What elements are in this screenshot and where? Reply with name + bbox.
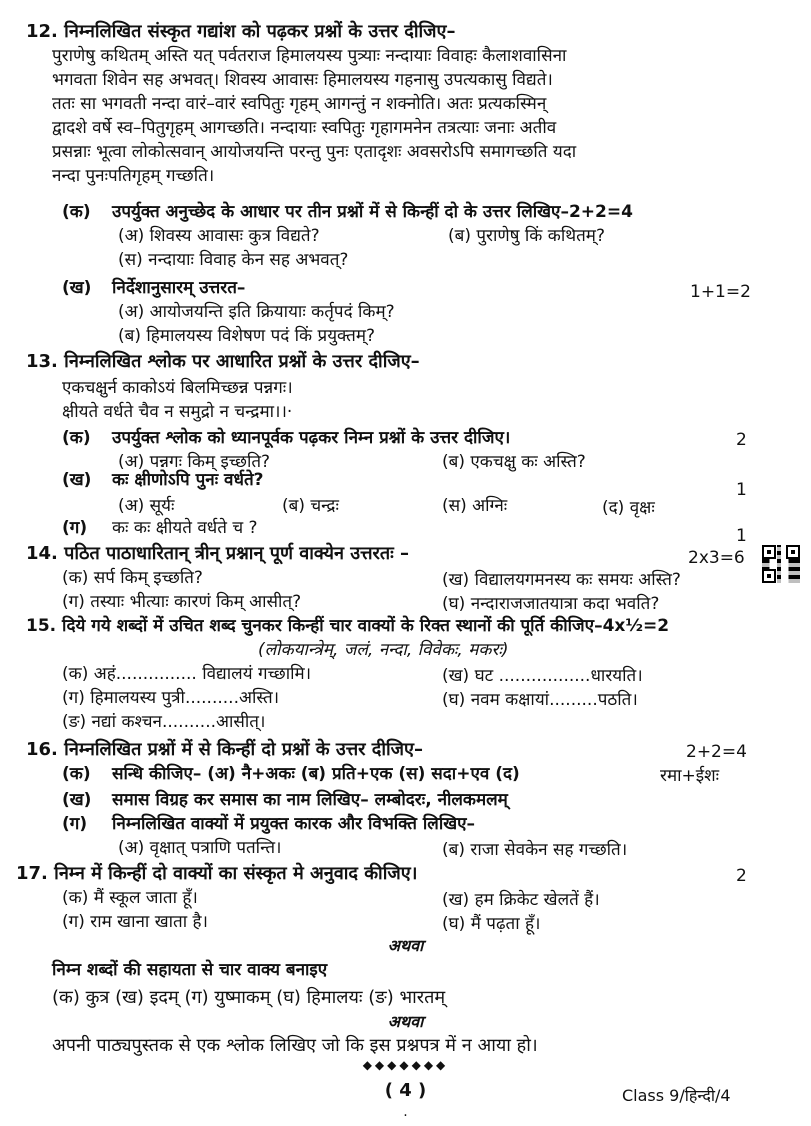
q13-ga-marks: 1 xyxy=(736,526,747,546)
q14-kha: (ख) विद्यालयगमनस्य कः समयः अस्ति? xyxy=(442,570,681,590)
q15-heading xyxy=(26,616,669,636)
q16-ka-text: सन्धि कीजिए– (अ) नै+अकः (ब) प्रति+एक (स) सदा+एव (द) xyxy=(112,764,520,784)
q13-ga-label: (ग) xyxy=(62,518,88,538)
q16-ga-b: (ब) राजा सेवकेन सह गच्छति। xyxy=(442,840,628,860)
q13-ka-marks: 2 xyxy=(736,430,747,450)
q17-ka: (क) मैं स्कूल जाता हूँ। xyxy=(62,888,198,908)
q13-option-b: (ब) चन्द्रः xyxy=(282,496,339,516)
q12-passage-line-6: नन्दा पुनःपतिगृहम् गच्छति। xyxy=(52,166,215,186)
q12-passage-line-3: ततः सा भगवती नन्दा वारं–वारं स्वपितुः गृहम् आगन्तुं न शक्नोति। अतः प्रत्यकस्मिन् xyxy=(52,94,547,114)
q13-heading xyxy=(26,352,420,372)
q13-ka-a: (अ) पन्नगः किम् इच्छति? xyxy=(118,452,271,472)
q13-kha-label: (ख) xyxy=(62,470,92,490)
q12-passage-line-2: भगवता शिवेन सह अभवत्। शिवस्य आवासः हिमालयस्य गहनासु उपत्यकासु विद्यते। xyxy=(52,70,553,90)
q17-alt2: अपनी पाठ्यपुस्तक से एक श्लोक लिखिए जो कि इस प्रश्नपत्र में न आया हो। xyxy=(52,1035,538,1056)
q13-title: निम्नलिखित श्लोक पर आधारित प्रश्नों के उत्तर दीजिए– xyxy=(64,351,420,372)
q12-ka-label: (क) xyxy=(62,202,91,222)
q13-shloka-line-1: एकचक्षुर्न काकोऽयं बिलमिच्छन्न पन्नगः। xyxy=(62,378,293,398)
q14-number: 14. xyxy=(26,543,58,564)
q15-ka: (क) अहं............... विद्यालयं गच्छामि। xyxy=(62,664,312,684)
q16-ga-a: (अ) वृक्षात् पत्राणि पतन्ति। xyxy=(118,838,282,858)
q15-ga: (ग) हिमालयस्य पुत्री..........अस्ति। xyxy=(62,688,280,708)
q12-kha-text: निर्देशानुसारम् उत्तरत– xyxy=(112,278,246,298)
footer-mark: · xyxy=(403,1108,408,1124)
q13-ka-text: उपर्युक्त श्लोक को ध्यानपूर्वक पढ़कर निम्न प्रश्नों के उत्तर दीजिए। xyxy=(112,428,511,448)
q13-number: 13. xyxy=(26,351,58,372)
q13-kha-marks: 1 xyxy=(736,480,747,500)
q12-heading xyxy=(26,22,456,42)
q12-ka-a: (अ) शिवस्य आवासः कुत्र विद्यते? xyxy=(118,226,320,246)
q14-ka: (क) सर्प किम् इच्छति? xyxy=(62,568,203,588)
q12-kha-label: (ख) xyxy=(62,278,92,298)
q17-athva-2: अथवा xyxy=(387,1012,424,1031)
q12-number: 12. xyxy=(26,21,58,42)
q14-marks: 2x3=6 xyxy=(688,548,745,568)
q13-kha-text: कः क्षीणोऽपि पुनः वर्धते? xyxy=(112,470,264,490)
q15-nga: (ङ) नद्यां कश्चन..........आसीत्। xyxy=(62,712,266,732)
q15-title: दिये गये शब्दों में उचित शब्द चुनकर किन्हीं चार वाक्यों के रिक्त स्थानों की पूर्ति कीजिए–4x½=2 xyxy=(62,616,670,636)
q12-passage-line-5: प्रसन्नाः भूत्वा लोकोत्सवान् आयोजयन्ति परन्तु पुनः एतादृशः अवसरोऽपि समागच्छति यदा xyxy=(52,142,577,162)
q13-shloka-line-2: क्षीयते वर्धते चैव न समुद्रो न चन्द्रमा।।· xyxy=(62,402,293,422)
class-code: Class 9/हिन्दी/4 xyxy=(622,1086,731,1105)
q12-passage-line-4: द्वादशे वर्षे स्व–पितुगृहम् आगच्छति। नन्दायाः स्वपितुः गृहागमनेन तत्रत्याः जनाः अतीव xyxy=(52,118,557,138)
q16-marks: 2+2=4 xyxy=(686,742,747,762)
page-number: ( 4 ) xyxy=(384,1080,427,1101)
q17-alt-title: निम्न शब्दों की सहायता से चार वाक्य बनाइए xyxy=(52,960,328,980)
q14-heading xyxy=(26,544,409,564)
q17-alt-words: (क) कुत्र (ख) इदम् (ग) युष्माकम् (घ) हिमालयः (ङ) भारतम् xyxy=(52,987,446,1008)
q17-heading xyxy=(16,864,418,884)
q13-option-d: (द) वृक्षः xyxy=(602,498,655,518)
q13-option-a: (अ) सूर्यः xyxy=(118,496,175,516)
q13-option-s: (स) अग्निः xyxy=(442,496,508,516)
q15-kha: (ख) घट .................धारयति। xyxy=(442,666,643,686)
q13-ka-label: (क) xyxy=(62,428,91,448)
q14-gha: (घ) नन्दाराजजातयात्रा कदा भवति? xyxy=(442,594,660,614)
q17-ga: (ग) राम खाना खाता है। xyxy=(62,912,208,932)
q17-number: 17. xyxy=(16,863,48,884)
q12-ka-text: उपर्युक्त अनुच्छेद के आधार पर तीन प्रश्नों में से किन्हीं दो के उत्तर लिखिए–2+2=4 xyxy=(112,202,633,222)
q13-ga-text: कः कः क्षीयते वर्धते च ? xyxy=(112,518,258,538)
qr-code-icon xyxy=(762,545,800,583)
footer-ornament: ◆◆◆◆◆◆◆ xyxy=(362,1058,449,1072)
q13-ka-b: (ब) एकचक्षु कः अस्ति? xyxy=(442,452,586,472)
q17-athva-1: अथवा xyxy=(387,936,424,955)
q16-kha-label: (ख) xyxy=(62,790,92,810)
q16-ga-text: निम्नलिखित वाक्यों में प्रयुक्त कारक और विभक्ति लिखिए– xyxy=(112,814,476,834)
q12-title: निम्नलिखित संस्कृत गद्यांश को पढ़कर प्रश्नों के उत्तर दीजिए– xyxy=(64,21,456,42)
q14-ga: (ग) तस्याः भीत्याः कारणं किम् आसीत्? xyxy=(62,592,302,612)
q12-kha-marks: 1+1=2 xyxy=(690,282,751,302)
q16-heading xyxy=(26,740,423,760)
q16-ga-label: (ग) xyxy=(62,814,88,834)
q12-kha-a: (अ) आयोजयन्ति इति क्रियायाः कर्तृपदं किम्? xyxy=(118,302,395,322)
q12-kha-b: (ब) हिमालयस्य विशेषण पदं किं प्रयुक्तम्? xyxy=(118,326,376,346)
q16-number: 16. xyxy=(26,739,58,760)
q17-title: निम्न में किन्हीं दो वाक्यों का संस्कृत मे अनुवाद कीजिए। xyxy=(54,863,418,884)
q16-ka-label: (क) xyxy=(62,764,91,784)
q15-number: 15. xyxy=(26,616,57,636)
q15-gha: (घ) नवम कक्षायां.........पठति। xyxy=(442,690,638,710)
q12-ka-s: (स) नन्दायाः विवाह केन सह अभवत्? xyxy=(118,250,349,270)
q15-word-bank: (लोकयान्त्रेम्, जलं, नन्दा, विवेकः, मकरः) xyxy=(258,640,509,660)
q17-gha: (घ) मैं पढ़ता हूँ। xyxy=(442,914,541,934)
q12-ka-b: (ब) पुराणेषु किं कथितम्? xyxy=(448,226,605,246)
q17-kha: (ख) हम क्रिकेट खेलतें हैं। xyxy=(442,890,600,910)
q14-title: पठित पाठाधारितान् त्रीन् प्रश्नान् पूर्ण वाक्येन उत्तरतः – xyxy=(64,543,410,564)
q16-title: निम्नलिखित प्रश्नों में से किन्हीं दो प्रश्नों के उत्तर दीजिए– xyxy=(64,739,423,760)
q17-marks: 2 xyxy=(736,866,747,886)
q16-ka-d: रमा+ईशः xyxy=(660,766,720,786)
q16-kha-text: समास विग्रह कर समास का नाम लिखिए– लम्बोदरः, नीलकमलम् xyxy=(112,790,508,810)
q12-passage-line-1: पुराणेषु कथितम् अस्ति यत् पर्वतराज हिमालयस्य पुत्र्याः नन्दायाः विवाहः कैलाशवासिना xyxy=(52,46,567,66)
